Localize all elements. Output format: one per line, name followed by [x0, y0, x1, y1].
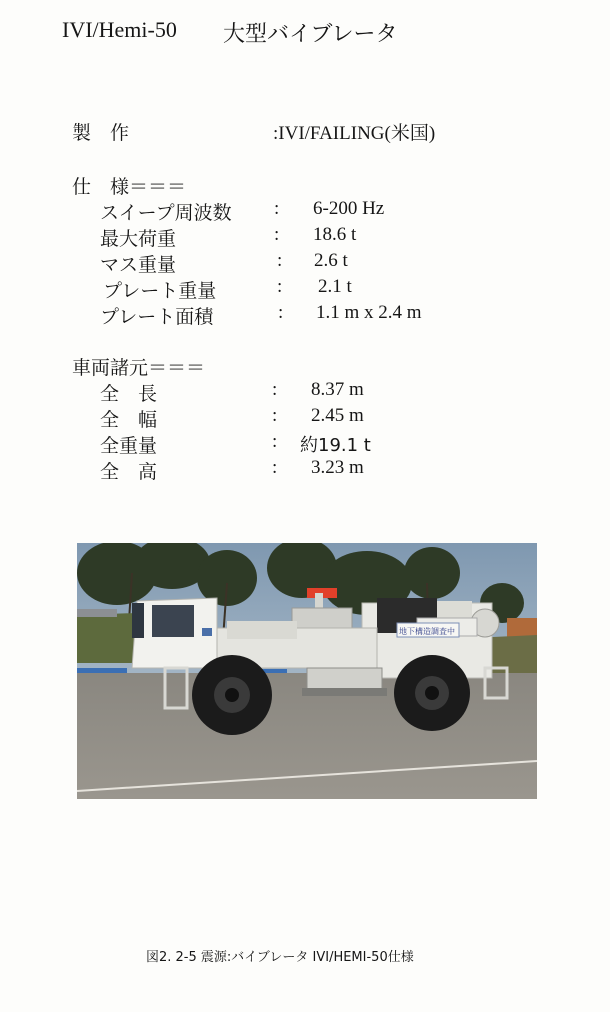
vehicle-label: 全 幅: [100, 409, 158, 431]
vibrator-truck-photo: [77, 543, 537, 799]
spec-label: スイープ周波数: [100, 202, 232, 224]
spec-label: プレート重量: [103, 280, 217, 302]
vehicle-heading: 車両諸元＝＝＝: [72, 357, 206, 379]
vehicle-colon: :: [272, 431, 278, 452]
spec-value: 18.6 t: [313, 224, 357, 245]
spec-label: マス重量: [100, 254, 177, 276]
document-title-model: IVI/Hemi-50: [62, 17, 177, 42]
spec-label: 最大荷重: [100, 228, 177, 250]
maker-value: :IVI/FAILING(米国): [273, 123, 436, 144]
spec-colon: :: [274, 224, 280, 245]
spec-colon: :: [277, 250, 283, 271]
vehicle-label: 全 長: [100, 383, 158, 405]
vehicle-colon: :: [272, 379, 278, 400]
vehicle-colon: :: [272, 457, 278, 478]
vehicle-label: 全 高: [100, 461, 158, 483]
spec-value: 1.1 m x 2.4 m: [316, 302, 422, 323]
specs-heading: 仕 様＝＝＝: [72, 176, 187, 198]
vehicle-value: 8.37 m: [311, 379, 364, 400]
vehicle-value: 2.45 m: [311, 405, 364, 426]
figure-caption: 図2. 2-5 震源:バイブレータ IVI/HEMI-50仕様: [146, 950, 414, 965]
spec-colon: :: [277, 276, 283, 297]
spec-label: プレート面積: [100, 306, 214, 328]
vehicle-value: 約19.1 t: [300, 435, 371, 456]
spec-value: 6-200 Hz: [313, 198, 385, 219]
spec-value: 2.6 t: [314, 250, 348, 271]
spec-colon: :: [278, 302, 284, 323]
document-title-name: 大型バイブレータ: [223, 22, 398, 47]
vehicle-colon: :: [272, 405, 278, 426]
vehicle-label: 全重量: [100, 435, 158, 457]
spec-colon: :: [274, 198, 280, 219]
maker-label: 製 作: [72, 122, 130, 144]
vehicle-value: 3.23 m: [311, 457, 364, 478]
spec-value: 2.1 t: [318, 276, 352, 297]
truck-door-text: 地下構造調査中: [399, 627, 455, 636]
